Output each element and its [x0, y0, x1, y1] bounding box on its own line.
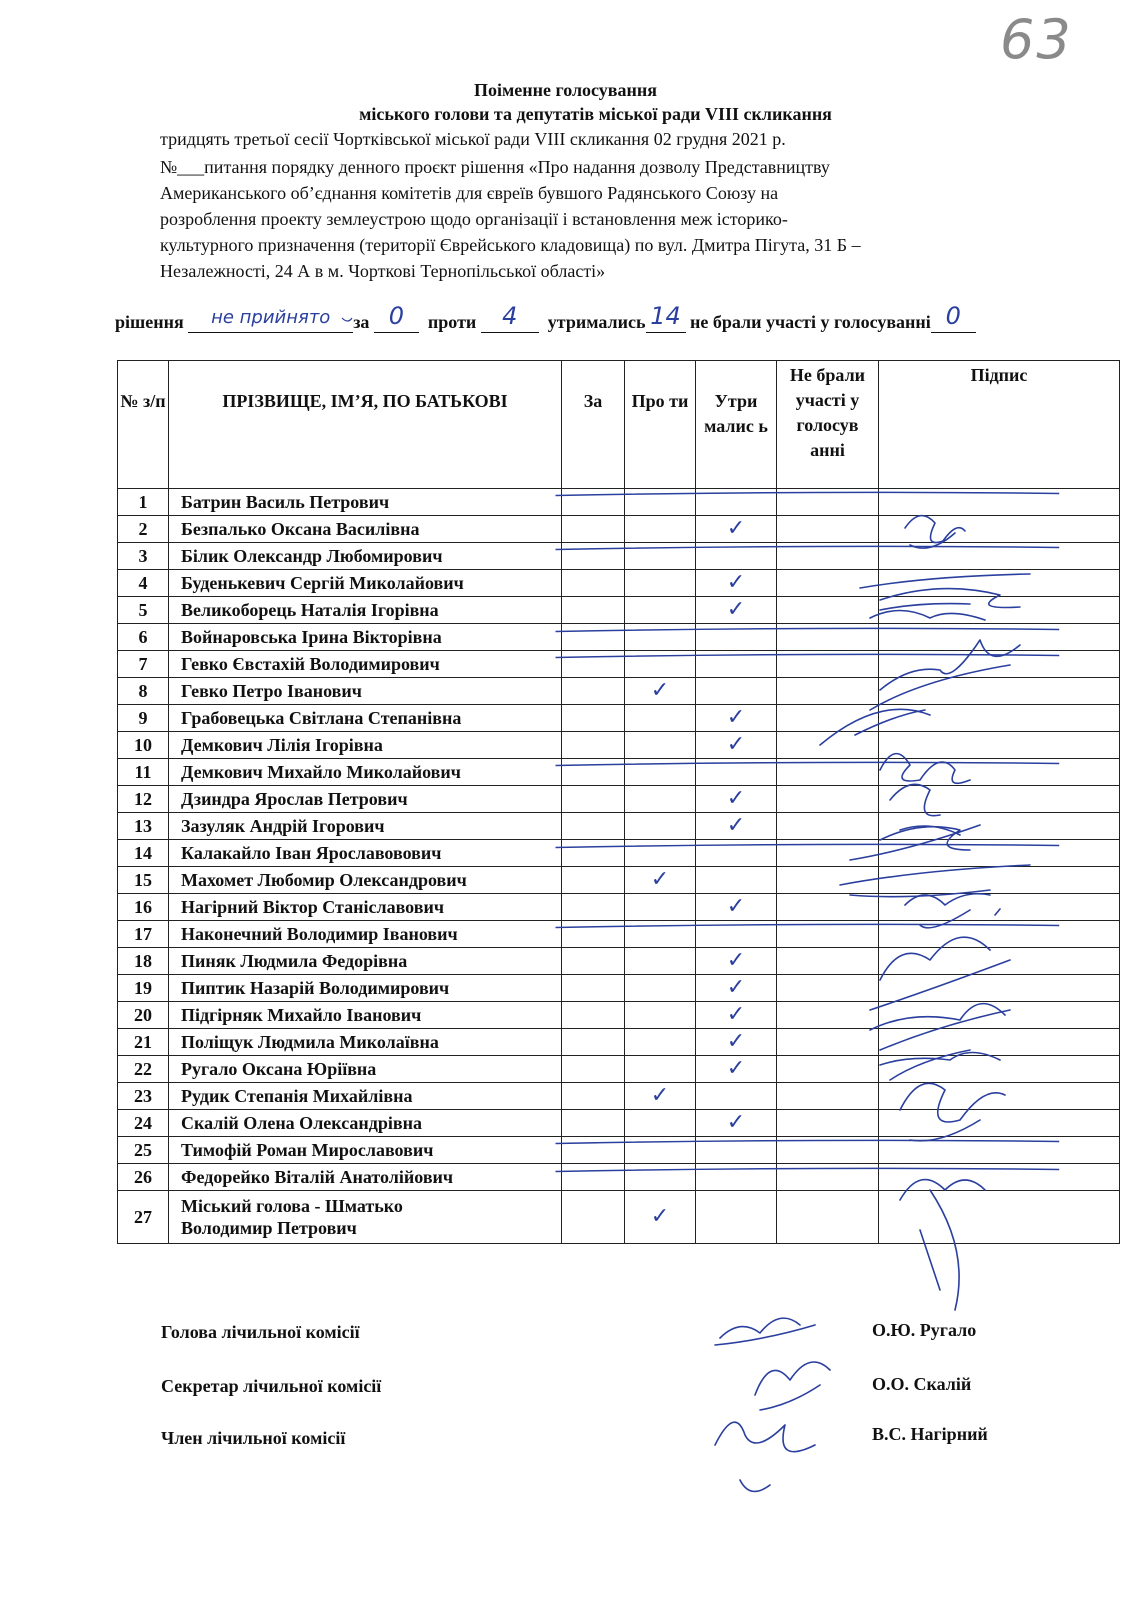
- signature-cell: [879, 759, 1120, 786]
- vote-cell-against: [625, 1029, 696, 1056]
- table-row: [118, 597, 1120, 624]
- member-name: Батрин Василь Петрович: [169, 489, 562, 516]
- question-line: Американського об’єднання комітетів для євреїв бувшого Радянського Союзу на: [160, 183, 779, 203]
- vote-cell-abstained: [696, 489, 777, 516]
- vote-cell-absent: [777, 1083, 879, 1110]
- vote-cell-for: [562, 840, 625, 867]
- table-row: [118, 624, 1120, 651]
- question-line: Незалежності, 24 А в м. Чорткові Тернопільської області»: [160, 261, 606, 281]
- check-mark-icon: ✓: [650, 1204, 670, 1229]
- vote-cell-abstained: [696, 921, 777, 948]
- check-mark-icon: ✓: [726, 1110, 746, 1135]
- vote-cell-for: [562, 894, 625, 921]
- signature-cell: [879, 786, 1120, 813]
- vote-cell-for: [562, 1029, 625, 1056]
- vote-cell-absent: [777, 759, 879, 786]
- row-number: 7: [118, 651, 169, 678]
- vote-cell-abstained: [696, 759, 777, 786]
- vote-cell-against: [625, 759, 696, 786]
- vote-cell-abstained: [696, 813, 777, 840]
- chair-name: О.Ю. Ругало: [872, 1320, 977, 1340]
- row-number: 15: [118, 867, 169, 894]
- vote-cell-abstained: [696, 1056, 777, 1083]
- row-number: 27: [118, 1191, 169, 1244]
- row-number: 20: [118, 1002, 169, 1029]
- row-number: 4: [118, 570, 169, 597]
- row-number: 8: [118, 678, 169, 705]
- vote-cell-against: [625, 705, 696, 732]
- check-mark-icon: ✓: [726, 813, 746, 838]
- table-row: [118, 1029, 1120, 1056]
- member-name: Пиптик Назарій Володимирович: [169, 975, 562, 1002]
- table-row: [118, 1110, 1120, 1137]
- vote-cell-against: [625, 813, 696, 840]
- signature-cell: [879, 1056, 1120, 1083]
- row-number: 5: [118, 597, 169, 624]
- signature-cell: [879, 1191, 1120, 1244]
- member-name: Зазуляк Андрій Ігорович: [169, 813, 562, 840]
- signature-cell: [879, 1083, 1120, 1110]
- for-count-blank: [374, 302, 419, 333]
- vote-cell-for: [562, 975, 625, 1002]
- vote-cell-against: [625, 597, 696, 624]
- agenda-question: [160, 154, 1078, 284]
- vote-cell-against: [625, 651, 696, 678]
- vote-cell-for: [562, 678, 625, 705]
- vote-cell-against: [625, 570, 696, 597]
- signature-cell: [879, 651, 1120, 678]
- secretary-name: О.О. Скалій: [872, 1374, 972, 1394]
- member-name: Скалій Олена Олександрівна: [169, 1110, 562, 1137]
- check-mark-icon: ✓: [726, 705, 746, 730]
- row-number: 26: [118, 1164, 169, 1191]
- question-line: розроблення проекту землеустрою щодо організації і встановлення меж історико-: [160, 209, 788, 229]
- vote-cell-for: [562, 489, 625, 516]
- member-name: Махомет Любомир Олександрович: [169, 867, 562, 894]
- row-number: 11: [118, 759, 169, 786]
- decision-result-blank: [188, 307, 353, 333]
- vote-cell-abstained: [696, 894, 777, 921]
- signature-cell: [879, 948, 1120, 975]
- table-row: [118, 975, 1120, 1002]
- header-against: Про ти: [625, 361, 696, 489]
- vote-cell-against: [625, 921, 696, 948]
- vote-cell-absent: [777, 813, 879, 840]
- vote-cell-for: [562, 1002, 625, 1029]
- vote-cell-abstained: [696, 732, 777, 759]
- row-number: 23: [118, 1083, 169, 1110]
- member-name: Гевко Євстахій Володимирович: [169, 651, 562, 678]
- vote-cell-abstained: [696, 840, 777, 867]
- signature-cell: [879, 1029, 1120, 1056]
- member-name: Білик Олександр Любомирович: [169, 543, 562, 570]
- vote-cell-abstained: [696, 1083, 777, 1110]
- table-row: [118, 1056, 1120, 1083]
- vote-cell-against: [625, 840, 696, 867]
- member-name: Тимофій Роман Мирославович: [169, 1137, 562, 1164]
- check-mark-icon: ✓: [726, 597, 746, 622]
- signature-cell: [879, 840, 1120, 867]
- check-mark-icon: ✓: [726, 1056, 746, 1081]
- vote-cell-absent: [777, 1164, 879, 1191]
- row-number: 13: [118, 813, 169, 840]
- session-line: тридцять третьої сесії Чортківської міської ради VIII скликання 02 грудня 2021 р.: [160, 129, 786, 149]
- decision-result-handwritten: не прийнято: [211, 307, 331, 328]
- row-number: 16: [118, 894, 169, 921]
- member-name: Ругало Оксана Юріївна: [169, 1056, 562, 1083]
- vote-cell-for: [562, 624, 625, 651]
- vote-cell-against: [625, 1083, 696, 1110]
- member-name: Великоборець Наталія Ігорівна: [169, 597, 562, 624]
- vote-cell-for: [562, 867, 625, 894]
- check-mark-icon: ✓: [726, 516, 746, 541]
- check-mark-icon: ✓: [726, 732, 746, 757]
- table-row: [118, 948, 1120, 975]
- vote-cell-against: [625, 1110, 696, 1137]
- vote-cell-abstained: [696, 1137, 777, 1164]
- vote-cell-for: [562, 813, 625, 840]
- row-number: 3: [118, 543, 169, 570]
- vote-cell-for: [562, 705, 625, 732]
- row-number: 12: [118, 786, 169, 813]
- vote-cell-abstained: [696, 705, 777, 732]
- signature-cell: [879, 1137, 1120, 1164]
- check-mark-icon: ✓: [726, 570, 746, 595]
- vote-cell-abstained: [696, 624, 777, 651]
- header-absent: Не брали участі у голосув анні: [777, 361, 879, 489]
- signature-cell: [879, 867, 1120, 894]
- row-number: 6: [118, 624, 169, 651]
- vote-cell-abstained: [696, 1164, 777, 1191]
- vote-cell-against: [625, 1137, 696, 1164]
- table-row: [118, 813, 1120, 840]
- member-name: Грабовецька Світлана Степанівна: [169, 705, 562, 732]
- vote-cell-absent: [777, 543, 879, 570]
- vote-cell-abstained: [696, 597, 777, 624]
- signature-cell: [879, 489, 1120, 516]
- signature-cell: [879, 705, 1120, 732]
- member-label: Член лічильної комісії: [161, 1428, 346, 1448]
- check-mark-icon: ✓: [726, 975, 746, 1000]
- check-mark-icon: ✓: [650, 1083, 670, 1108]
- vote-cell-absent: [777, 597, 879, 624]
- decision-line: [115, 302, 1105, 333]
- row-number: 25: [118, 1137, 169, 1164]
- vote-cell-absent: [777, 867, 879, 894]
- member-name: В.С. Нагірний: [872, 1424, 988, 1444]
- signature-cell: [879, 678, 1120, 705]
- absent-count: 0: [945, 302, 961, 330]
- vote-cell-abstained: [696, 786, 777, 813]
- member-name: Наконечний Володимир Іванович: [169, 921, 562, 948]
- vote-cell-against: [625, 948, 696, 975]
- member-name: Дзиндра Ярослав Петрович: [169, 786, 562, 813]
- vote-cell-absent: [777, 1056, 879, 1083]
- signature-cell: [879, 597, 1120, 624]
- document-subtitle-bold: міського голови та депутатів міської ради VIII скликання: [359, 104, 832, 124]
- vote-cell-absent: [777, 678, 879, 705]
- member-name: Демкович Михайло Миколайович: [169, 759, 562, 786]
- row-number: 10: [118, 732, 169, 759]
- header-num: № з/п: [118, 361, 169, 489]
- vote-cell-against: [625, 678, 696, 705]
- vote-cell-absent: [777, 840, 879, 867]
- abstained-count-blank: [646, 302, 686, 333]
- member-name: Пиняк Людмила Федорівна: [169, 948, 562, 975]
- vote-cell-against: [625, 894, 696, 921]
- row-number: 9: [118, 705, 169, 732]
- table-row: [118, 705, 1120, 732]
- table-row: [118, 1002, 1120, 1029]
- row-number: 24: [118, 1110, 169, 1137]
- vote-cell-abstained: [696, 975, 777, 1002]
- vote-cell-for: [562, 597, 625, 624]
- row-number: 22: [118, 1056, 169, 1083]
- page-number: 63: [1000, 8, 1073, 71]
- vote-cell-absent: [777, 489, 879, 516]
- vote-cell-absent: [777, 1137, 879, 1164]
- member-name: Підгірняк Михайло Іванович: [169, 1002, 562, 1029]
- vote-cell-absent: [777, 1110, 879, 1137]
- signature-cell: [879, 570, 1120, 597]
- member-name: Поліщук Людмила Миколаївна: [169, 1029, 562, 1056]
- member-name: Калакайло Іван Ярославовович: [169, 840, 562, 867]
- vote-cell-against: [625, 489, 696, 516]
- member-name: Демкович Лілія Ігорівна: [169, 732, 562, 759]
- vote-cell-absent: [777, 705, 879, 732]
- absent-label: не брали участі у голосуванні: [690, 312, 931, 332]
- vote-cell-for: [562, 1137, 625, 1164]
- vote-cell-for: [562, 651, 625, 678]
- signature-cell: [879, 975, 1120, 1002]
- vote-cell-for: [562, 948, 625, 975]
- member-name: Федорейко Віталій Анатолійович: [169, 1164, 562, 1191]
- vote-cell-abstained: [696, 570, 777, 597]
- table-row: [118, 894, 1120, 921]
- check-mark-icon: ✓: [650, 678, 670, 703]
- vote-cell-abstained: [696, 948, 777, 975]
- signature-cell: [879, 732, 1120, 759]
- table-row: [118, 651, 1120, 678]
- vote-cell-absent: [777, 921, 879, 948]
- vote-cell-against: [625, 624, 696, 651]
- vote-cell-against: [625, 732, 696, 759]
- table-row: [118, 921, 1120, 948]
- against-label: проти: [427, 312, 477, 332]
- abstained-label: утримались: [547, 312, 646, 332]
- signature-cell: [879, 1002, 1120, 1029]
- vote-cell-against: [625, 543, 696, 570]
- table-row: [118, 840, 1120, 867]
- vote-cell-against: [625, 1002, 696, 1029]
- vote-cell-for: [562, 786, 625, 813]
- member-name: Рудик Степанія Михайлівна: [169, 1083, 562, 1110]
- vote-cell-for: [562, 516, 625, 543]
- signature-cell: [879, 894, 1120, 921]
- header-name: ПРІЗВИЩЕ, ІМ’Я, ПО БАТЬКОВІ: [169, 361, 562, 489]
- vote-cell-absent: [777, 894, 879, 921]
- vote-cell-absent: [777, 948, 879, 975]
- row-number: 2: [118, 516, 169, 543]
- abstained-count: 14: [650, 302, 681, 330]
- vote-cell-for: [562, 1083, 625, 1110]
- chair-label: Голова лічильної комісії: [161, 1322, 360, 1342]
- table-row: [118, 867, 1120, 894]
- table-row: [118, 489, 1120, 516]
- vote-cell-absent: [777, 624, 879, 651]
- check-mark-icon: ✓: [726, 786, 746, 811]
- table-row: [118, 1191, 1120, 1244]
- vote-cell-for: [562, 1110, 625, 1137]
- vote-cell-abstained: [696, 1029, 777, 1056]
- vote-cell-against: [625, 786, 696, 813]
- for-label: за: [353, 312, 370, 332]
- against-count: 4: [502, 302, 518, 330]
- vote-cell-for: [562, 732, 625, 759]
- header-for: За: [562, 361, 625, 489]
- signature-cell: [879, 624, 1120, 651]
- table-row: [118, 570, 1120, 597]
- vote-cell-absent: [777, 516, 879, 543]
- row-number: 14: [118, 840, 169, 867]
- absent-count-blank: [931, 302, 976, 333]
- for-count: 0: [388, 302, 405, 330]
- table-row: [118, 678, 1120, 705]
- signature-cell: [879, 921, 1120, 948]
- vote-cell-abstained: [696, 678, 777, 705]
- row-number: 1: [118, 489, 169, 516]
- vote-cell-abstained: [696, 543, 777, 570]
- vote-cell-absent: [777, 1002, 879, 1029]
- table-row: [118, 786, 1120, 813]
- row-number: 18: [118, 948, 169, 975]
- member-name-line: Міський голова - Шматько: [181, 1196, 403, 1216]
- table-row: [118, 516, 1120, 543]
- decision-label: рішення: [115, 312, 184, 332]
- table-header-row: [118, 361, 1120, 489]
- member-name: Гевко Петро Іванович: [169, 678, 562, 705]
- against-count-blank: [481, 302, 539, 333]
- check-mark-icon: ✓: [726, 894, 746, 919]
- check-mark-icon: ✓: [726, 1029, 746, 1054]
- table-row: [118, 759, 1120, 786]
- vote-cell-abstained: [696, 516, 777, 543]
- vote-cell-for: [562, 921, 625, 948]
- vote-cell-abstained: [696, 1002, 777, 1029]
- vote-cell-against: [625, 1056, 696, 1083]
- vote-cell-absent: [777, 732, 879, 759]
- table-row: [118, 1083, 1120, 1110]
- vote-cell-absent: [777, 786, 879, 813]
- header-signature: Підпис: [879, 361, 1120, 489]
- vote-cell-absent: [777, 1029, 879, 1056]
- header-abstained: Утри малис ь: [696, 361, 777, 489]
- question-line: культурного призначення (території Єврейського кладовища) по вул. Дмитра Пігута, 31 Б –: [160, 235, 861, 255]
- vote-cell-for: [562, 1191, 625, 1244]
- vote-cell-abstained: [696, 1110, 777, 1137]
- signature-cell: [879, 1110, 1120, 1137]
- vote-cell-against: [625, 516, 696, 543]
- check-mark-icon: ✓: [726, 948, 746, 973]
- signature-cell: [879, 1164, 1120, 1191]
- table-row: [118, 732, 1120, 759]
- row-number: 17: [118, 921, 169, 948]
- vote-table: [117, 360, 1120, 1244]
- member-name: Буденькевич Сергій Миколайович: [169, 570, 562, 597]
- vote-cell-against: [625, 975, 696, 1002]
- vote-cell-for: [562, 759, 625, 786]
- vote-cell-for: [562, 543, 625, 570]
- row-number: 21: [118, 1029, 169, 1056]
- vote-cell-absent: [777, 651, 879, 678]
- member-name: Войнаровська Ірина Вікторівна: [169, 624, 562, 651]
- member-name: Безпалько Оксана Василівна: [169, 516, 562, 543]
- vote-cell-abstained: [696, 867, 777, 894]
- check-mark-icon: ✓: [650, 867, 670, 892]
- signature-cell: [879, 516, 1120, 543]
- question-line: №___питання порядку денного проєкт рішення «Про надання дозволу Представництву: [160, 157, 830, 177]
- member-name-line: Володимир Петрович: [181, 1218, 357, 1238]
- signature-cell: [879, 543, 1120, 570]
- table-row: [118, 543, 1120, 570]
- vote-cell-for: [562, 570, 625, 597]
- check-mark-icon: ✓: [726, 1002, 746, 1027]
- vote-cell-against: [625, 867, 696, 894]
- signature-cell: [879, 813, 1120, 840]
- table-row: [118, 1137, 1120, 1164]
- vote-cell-abstained: [696, 651, 777, 678]
- document-title: Поіменне голосування: [473, 80, 658, 100]
- table-row: [118, 1164, 1120, 1191]
- vote-cell-against: [625, 1164, 696, 1191]
- member-name: Нагірний Віктор Станіславович: [169, 894, 562, 921]
- vote-cell-against: [625, 1191, 696, 1244]
- vote-cell-absent: [777, 570, 879, 597]
- vote-cell-abstained: [696, 1191, 777, 1244]
- vote-cell-for: [562, 1164, 625, 1191]
- member-name: [169, 1191, 562, 1244]
- vote-cell-absent: [777, 1191, 879, 1244]
- row-number: 19: [118, 975, 169, 1002]
- secretary-label: Секретар лічильної комісії: [161, 1376, 382, 1396]
- vote-cell-absent: [777, 975, 879, 1002]
- vote-cell-for: [562, 1056, 625, 1083]
